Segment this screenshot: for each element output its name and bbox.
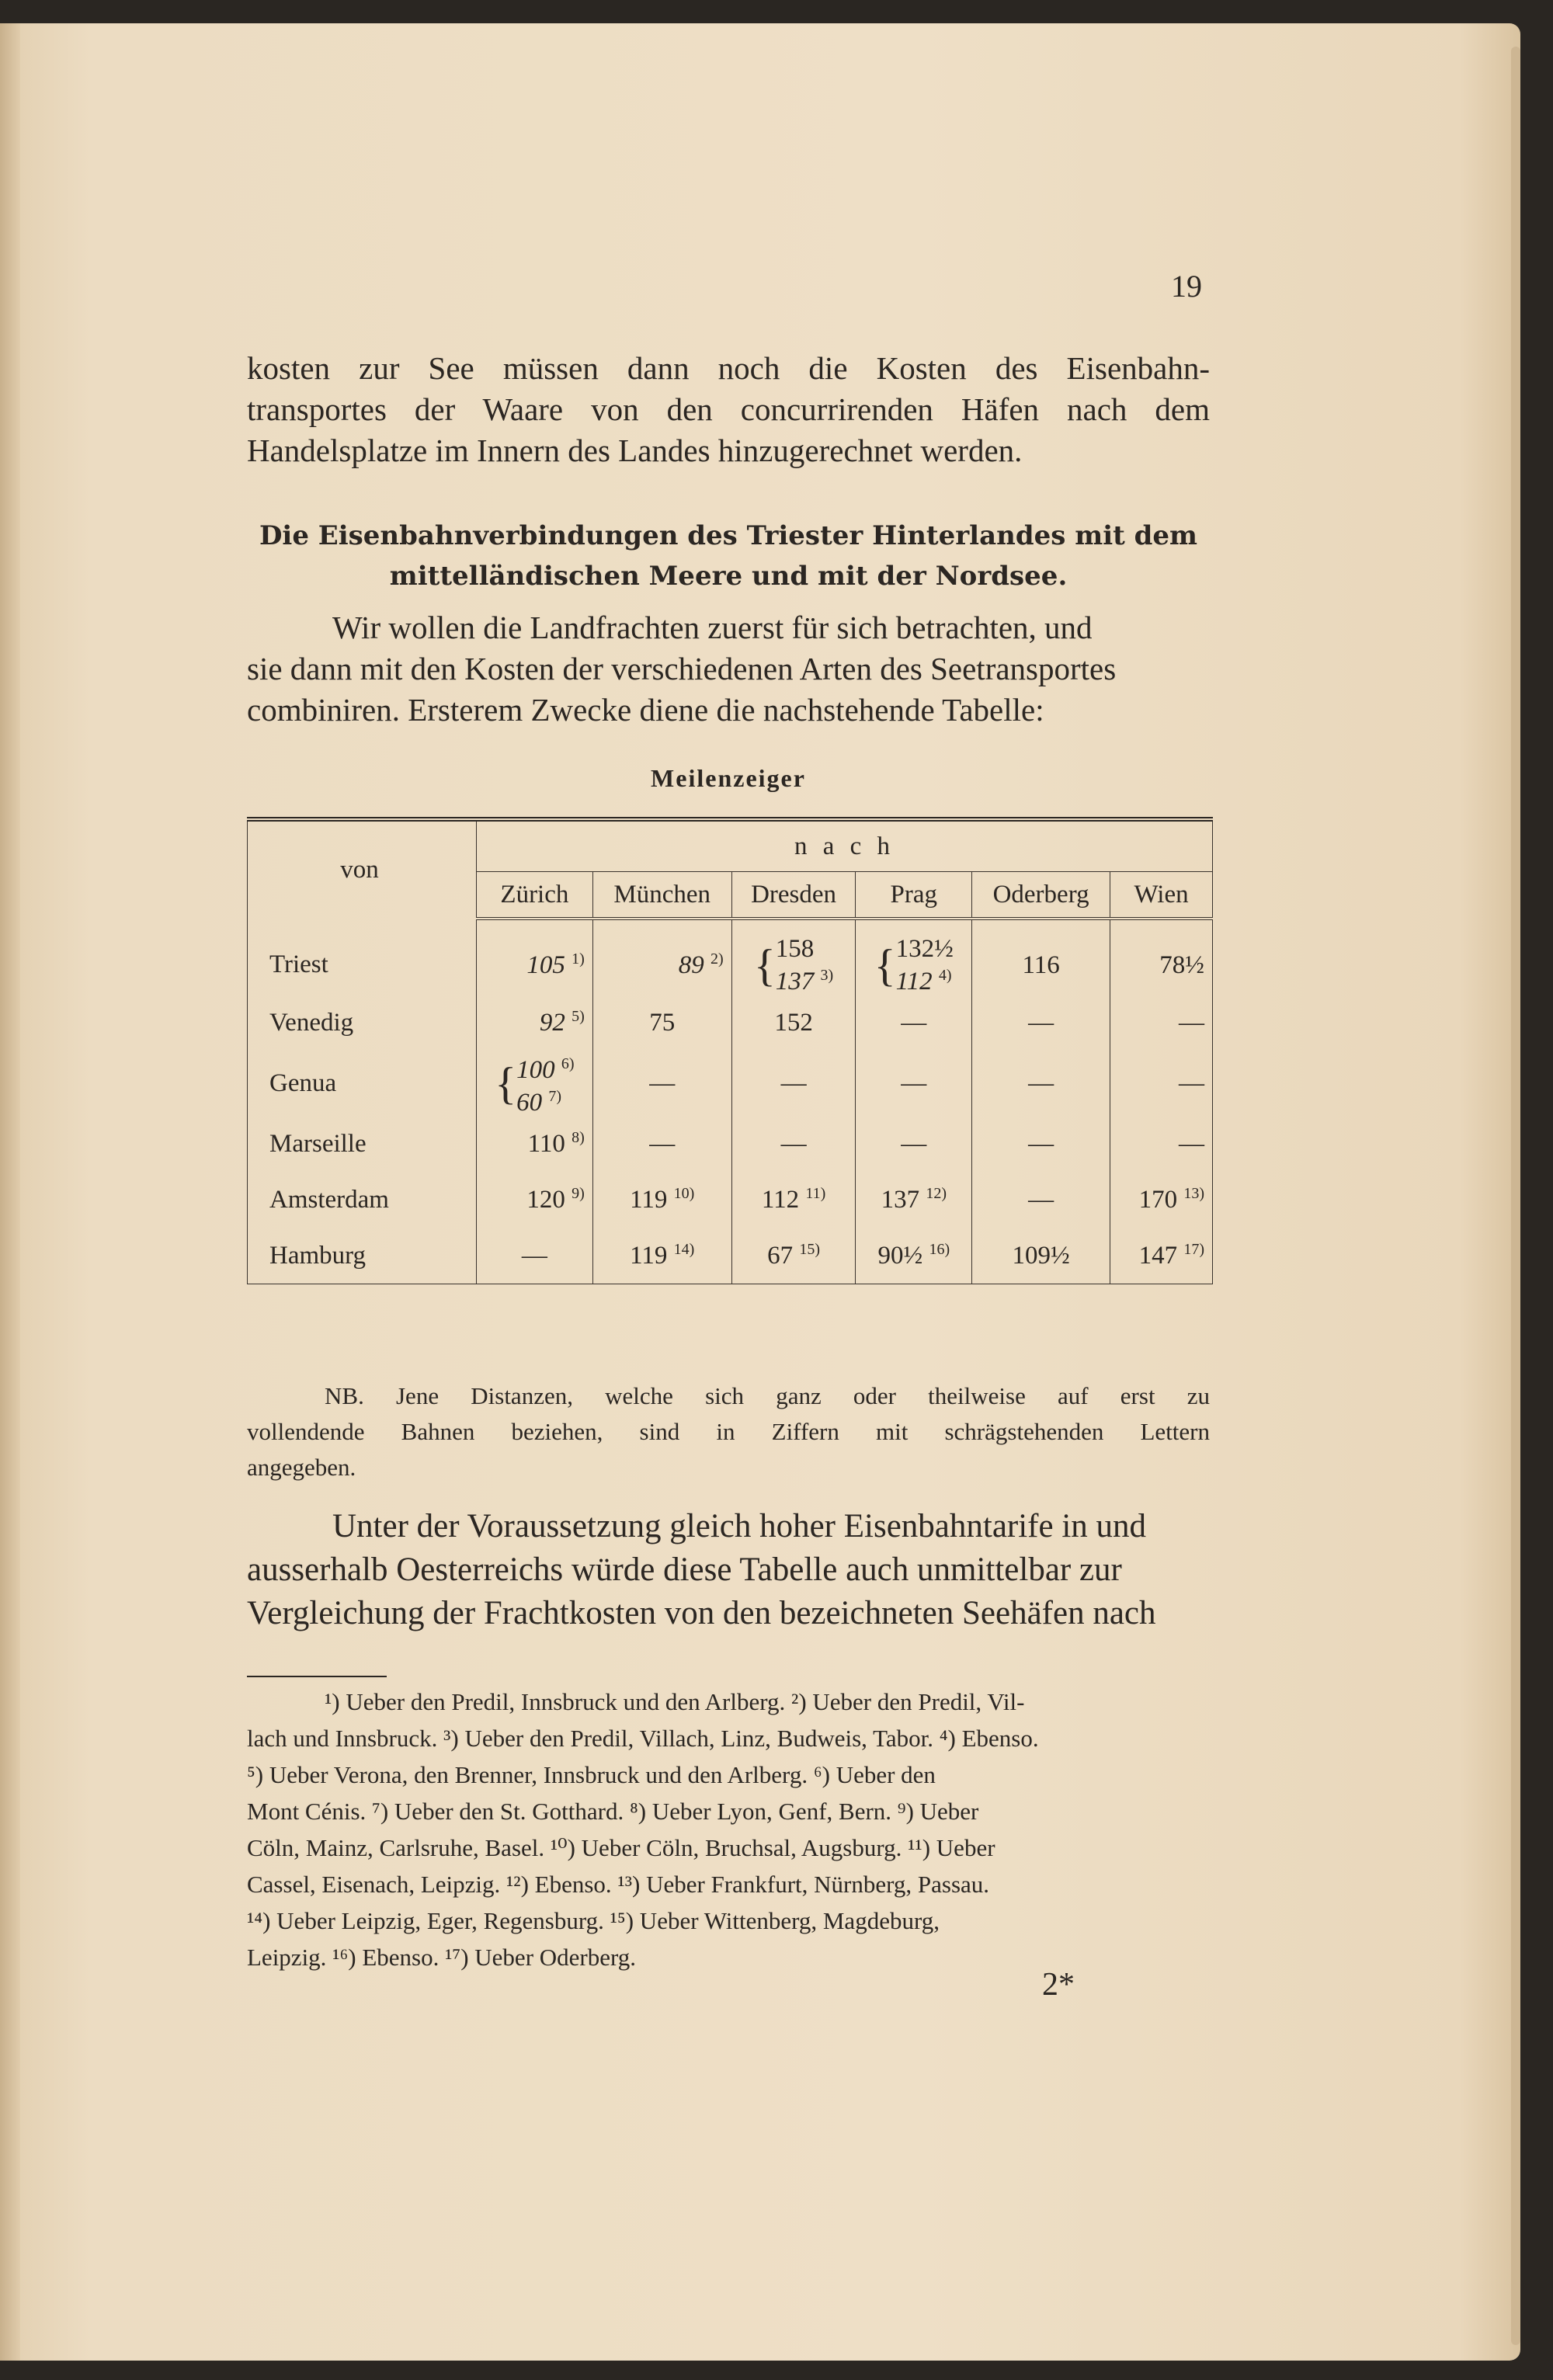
cell: — [972,1116,1110,1172]
cell: {132½ 112 $^{4)}$ [856,919,972,995]
row-label: Venedig [248,995,477,1051]
cell: — [856,995,972,1051]
cell: — [972,1172,1110,1228]
page-edge [1511,47,1520,2345]
intro-line: Handelsplatze im Innern des Landes hinzugerechnet werden. [247,433,1023,468]
cell: 109½ [972,1228,1110,1284]
note-line: angegeben. [247,1454,356,1481]
paragraph-2 [247,607,1210,731]
cell: {100 $^{6)}$ 60 $^{7)}$ [477,1051,593,1116]
heading-line: mittelländischen Meere und mit der Nordsee. [389,561,1068,592]
para3-line: Unter der Voraussetzung gleich hoher Eisenbahntarife in und [332,1508,1147,1544]
table-title: Meilenzeiger [651,764,806,792]
col-header-muenchen: München [592,872,731,919]
cell: 137 $^{12)}$ [856,1172,972,1228]
cell: — [1110,1051,1213,1116]
cell: 170 $^{13)}$ [1110,1172,1213,1228]
para3-line: ausserhalb Oesterreichs würde diese Tabelle auch unmittelbar zur [247,1551,1122,1588]
table-row-marseille [248,1116,1213,1172]
cell: — [1110,1116,1213,1172]
cell: 119 $^{10)}$ [592,1172,731,1228]
signature-mark: 2* [1042,1967,1075,2003]
table-row-amsterdam [248,1172,1213,1228]
cell: 89 $^{2)}$ [592,919,731,995]
section-heading [247,516,1210,596]
footnote-line: ⁵) Ueber Verona, den Brenner, Innsbruck und den Arlberg. ⁶) Ueber den [247,1761,936,1788]
table-row-triest [248,919,1213,995]
footnote-line: ¹) Ueber den Predil, Innsbruck und den Arlberg. ²) Ueber den Predil, Vil- [325,1688,1025,1715]
cell: 90½ $^{16)}$ [856,1228,972,1284]
cell: 116 [972,919,1110,995]
col-header-oderberg: Oderberg [972,872,1110,919]
cell: — [856,1116,972,1172]
row-label: Triest [248,919,477,995]
footnote-separator [247,1676,387,1677]
table-row-genua [248,1051,1213,1116]
cell: 152 [731,995,856,1051]
para2-line: sie dann mit den Kosten der verschiedenen Arten des Seetransportes [247,651,1117,686]
col-header-von: von [248,819,477,919]
col-header-zuerich: Zürich [477,872,593,919]
para2-line: combiniren. Ersterem Zwecke diene die nachstehende Tabelle: [247,692,1044,728]
cell: — [477,1228,593,1284]
cell: 119 $^{14)}$ [592,1228,731,1284]
footnote-line: Mont Cénis. ⁷) Ueber den St. Gotthard. ⁸) Ueber Lyon, Genf, Bern. ⁹) Ueber [247,1798,979,1825]
cell: — [1110,995,1213,1051]
cell: — [731,1116,856,1172]
row-label: Hamburg [248,1228,477,1284]
footnotes [247,1683,1211,1975]
col-header-nach: n a c h [477,819,1213,872]
cell: {158 137 $^{3)}$ [731,919,856,995]
row-label: Marseille [248,1116,477,1172]
footnote-line: Cöln, Mainz, Carlsruhe, Basel. ¹⁰) Ueber Cöln, Bruchsal, Augsburg. ¹¹) Ueber [247,1834,995,1861]
cell: 75 [592,995,731,1051]
note-line: NB. Jene Distanzen, welche sich ganz oder theilweise auf erst zu [325,1382,1210,1409]
col-header-prag: Prag [856,872,972,919]
cell: 120 $^{9)}$ [477,1172,593,1228]
cell: 110 $^{8)}$ [477,1116,593,1172]
col-header-wien: Wien [1110,872,1213,919]
cell: 67 $^{15)}$ [731,1228,856,1284]
para2-line: Wir wollen die Landfrachten zuerst für sich betrachten, und [332,610,1093,645]
cell: — [592,1116,731,1172]
cell: 78½ [1110,919,1213,995]
intro-paragraph [247,348,1210,471]
page-number: 19 [1171,269,1202,304]
row-label: Amsterdam [248,1172,477,1228]
page-gutter [0,23,20,2361]
intro-line: kosten zur See müssen dann noch die Kosten des Eisenbahn- [247,350,1210,386]
note-line: vollendende Bahnen beziehen, sind in Ziffern mit schrägstehenden Lettern [247,1418,1210,1445]
cell: — [972,995,1110,1051]
cell: 105 $^{1)}$ [477,919,593,995]
heading-line: Die Eisenbahnverbindungen des Triester Hinterlandes mit dem [259,520,1198,551]
intro-line: transportes der Waare von den concurrirenden Häfen nach dem [247,391,1210,427]
table-note [247,1378,1210,1485]
cell: — [972,1051,1110,1116]
table-row-hamburg [248,1228,1213,1284]
table-row-venedig [248,995,1213,1051]
cell: 147 $^{17)}$ [1110,1228,1213,1284]
footnote-line: Cassel, Eisenach, Leipzig. ¹²) Ebenso. ¹³) Ueber Frankfurt, Nürnberg, Passau. [247,1871,990,1898]
para3-line: Vergleichung der Frachtkosten von den bezeichneten Seehäfen nach [247,1595,1156,1631]
cell: — [856,1051,972,1116]
footnote-line: ¹⁴) Ueber Leipzig, Eger, Regensburg. ¹⁵) Ueber Wittenberg, Magdeburg, [247,1907,940,1934]
cell: — [592,1051,731,1116]
cell: 112 $^{11)}$ [731,1172,856,1228]
footnote-line: lach und Innsbruck. ³) Ueber den Predil, Villach, Linz, Budweis, Tabor. ⁴) Ebenso. [247,1725,1039,1752]
cell: 92 $^{5)}$ [477,995,593,1051]
cell: — [731,1051,856,1116]
footnote-line: Leipzig. ¹⁶) Ebenso. ¹⁷) Ueber Oderberg. [247,1944,637,1971]
row-label: Genua [248,1051,477,1116]
paragraph-3 [247,1505,1210,1635]
col-header-dresden: Dresden [731,872,856,919]
distance-table [247,817,1213,1284]
